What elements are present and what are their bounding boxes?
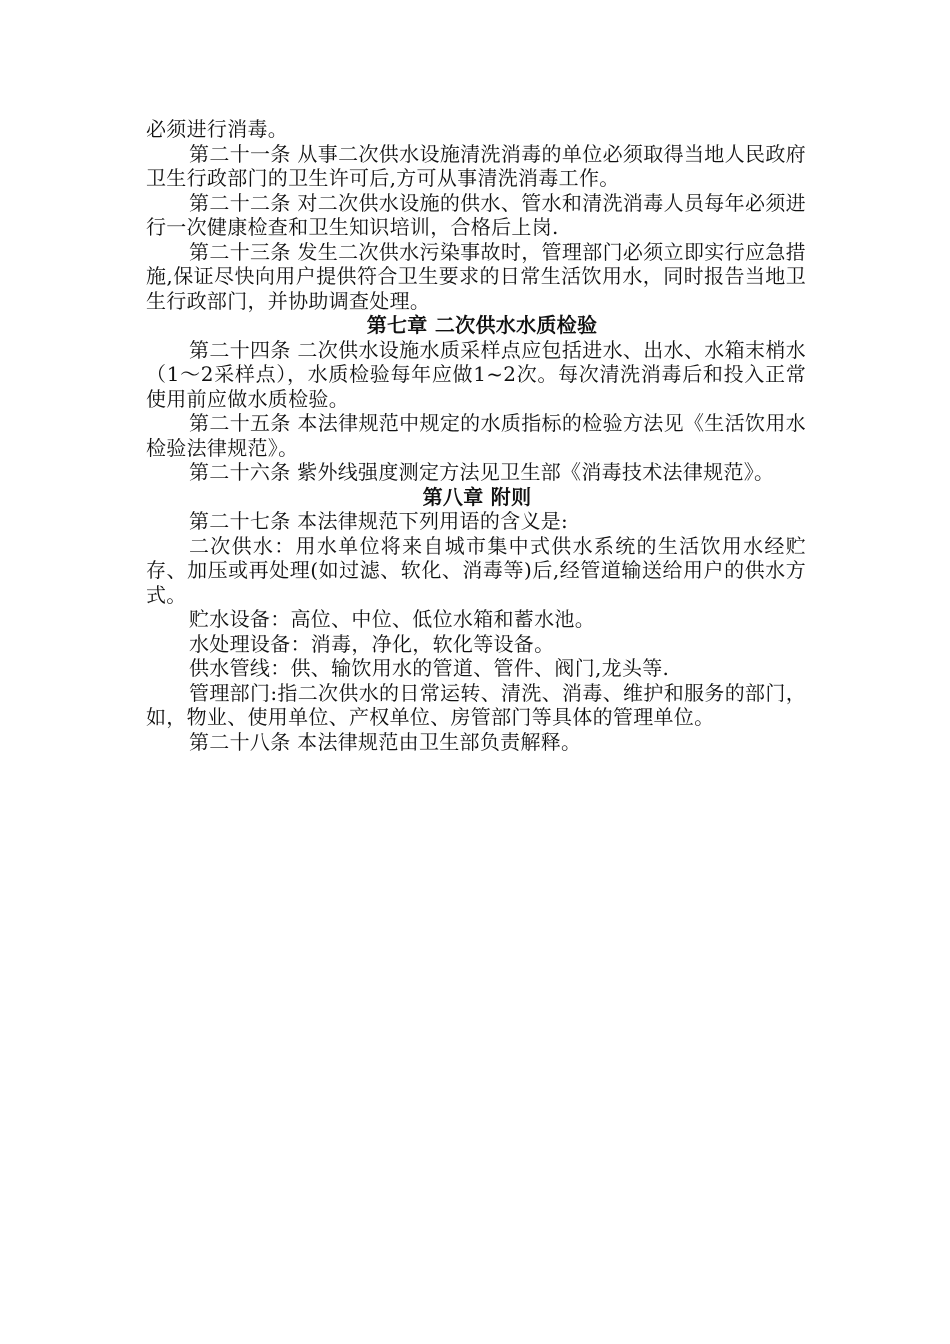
paragraph-article-28: 第二十八条 本法律规范由卫生部负责解释。 xyxy=(189,729,582,754)
paragraph-article-22: 第二十二条 对二次供水设施的供水、管水和清洗消毒人员每年必须进行一次健康检查和卫生知识培训，合格后上岗. xyxy=(146,190,806,239)
definition-storage-equipment: 贮水设备：高位、中位、低位水箱和蓄水池。 xyxy=(189,607,595,631)
definition-secondary-supply: 二次供水：用水单位将来自城市集中式供水系统的生活饮用水经贮存、加压或再处理(如过滤、软化、消毒等)后,经管道输送给用户的供水方式。 xyxy=(146,533,806,607)
paragraph-article-23: 第二十三条 发生二次供水污染事故时，管理部门必须立即实行应急措施,保证尽快向用户提供符合卫生要求的日常生活饮用水，同时报告当地卫生行政部门，并协助调查处理。 xyxy=(146,239,806,313)
chapter-8-heading: 第八章 附则 xyxy=(422,484,532,509)
paragraph-article-24: 第二十四条 二次供水设施水质采样点应包括进水、出水、水箱末梢水（1～2采样点），水质检验每年应做1~2次。每次清洗消毒后和投入正常使用前应做水质检验。 xyxy=(146,337,806,411)
definition-management-department: 管理部门:指二次供水的日常运转、清洗、消毒、维护和服务的部门，如，物业、使用单位、产权单位、房管部门等具体的管理单位。 xyxy=(146,680,806,729)
definition-treatment-equipment: 水处理设备：消毒，净化，软化等设备。 xyxy=(189,631,555,656)
paragraph-article-25: 第二十五条 本法律规范中规定的水质指标的检验方法见《生活饮用水检验法律规范》。 xyxy=(146,411,806,460)
paragraph-article-21: 第二十一条 从事二次供水设施清洗消毒的单位必须取得当地人民政府卫生行政部门的卫生许可后,方可从事清洗消毒工作。 xyxy=(146,141,806,190)
paragraph-article-20-end: 必须进行消毒。 xyxy=(146,117,289,141)
document-page xyxy=(146,117,806,754)
definition-supply-pipeline: 供水管线：供、输饮用水的管道、管件、阀门,龙头等. xyxy=(189,656,670,680)
paragraph-article-26: 第二十六条 紫外线强度测定方法见卫生部《消毒技术法律规范》。 xyxy=(189,460,775,484)
paragraph-article-27: 第二十七条 本法律规范下列用语的含义是: xyxy=(189,509,569,533)
chapter-7-heading: 第七章 二次供水水质检验 xyxy=(366,313,598,337)
